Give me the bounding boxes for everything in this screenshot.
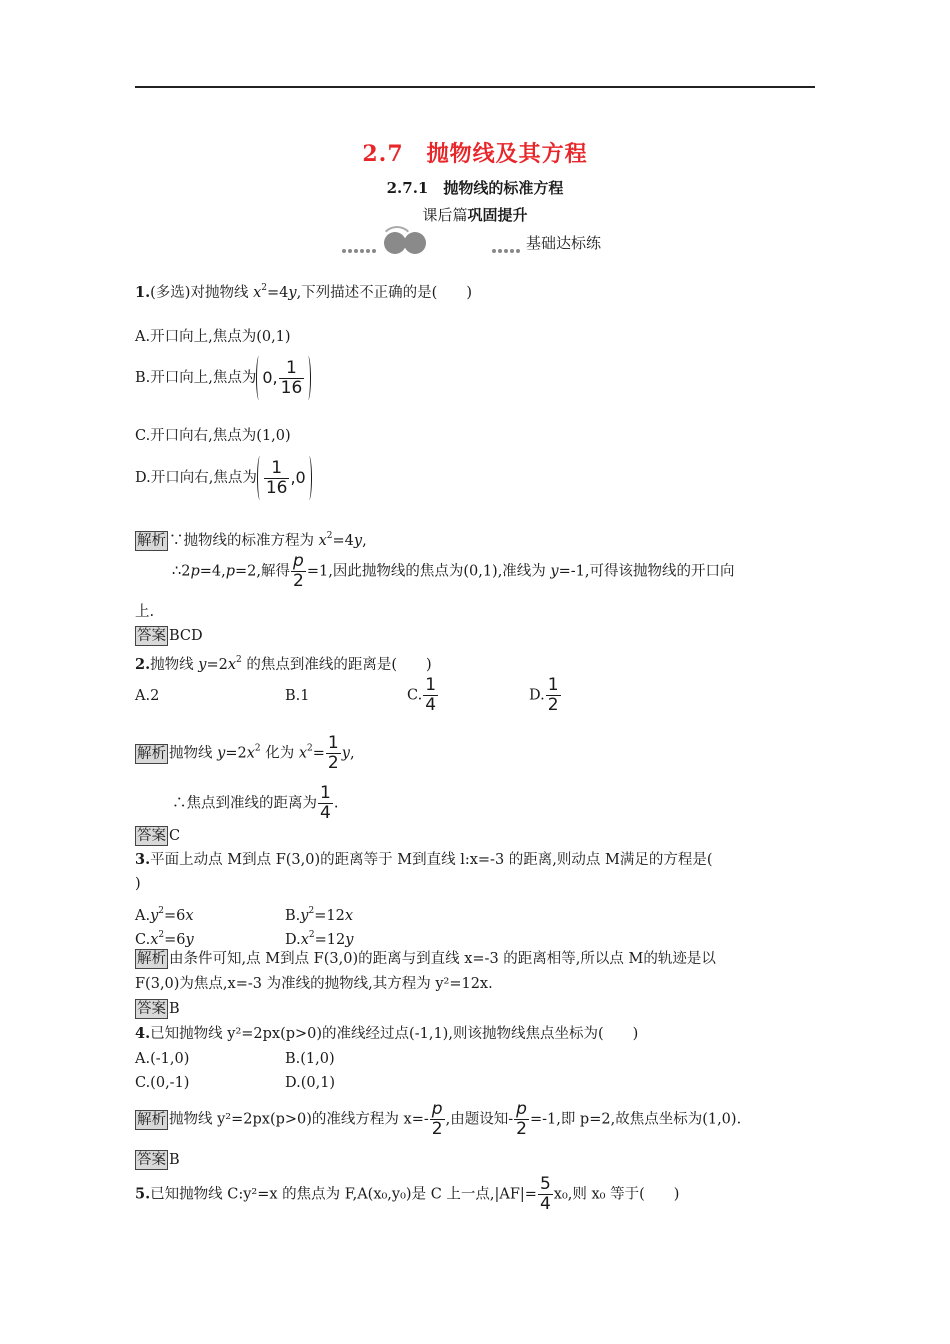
subtitle2-prefix: 课后篇 xyxy=(422,206,468,224)
q1-text-a: (多选)对抛物线 xyxy=(150,285,254,301)
answer-tag: 答案 xyxy=(137,828,166,844)
q3-options-row-2 xyxy=(135,925,353,950)
q1-optD-zero: ,0 xyxy=(290,468,306,487)
q1-analysis-line-1: 解析 ∵抛物线的标准方程为 $x^2=4y$, xyxy=(137,531,367,549)
q4-answer: 答案 B xyxy=(137,1152,180,1168)
page-title: 2.7 抛物线及其方程 xyxy=(362,141,588,167)
q1-option-c: C.开口向右,焦点为(1,0) xyxy=(135,428,291,444)
q2-analysis-line-2: ∴焦点到准线的距离为 $\frac{1}{4}$ . xyxy=(172,783,339,823)
q3-options-row-1 xyxy=(135,901,353,926)
q4-options-row-2 xyxy=(135,1073,335,1093)
q4-option-a: A.(-1,0) xyxy=(135,1051,190,1067)
q2-answer: 答案 C xyxy=(137,828,181,844)
question-2: 2.抛物线 $y=2x^2$ 的焦点到准线的距离是( ) xyxy=(135,655,432,673)
q1-analysis-line-2: ∴2p=4,p=2,解得 $\frac{p}{2}$ =1,因此抛物线的焦点为(0,1),准线为 y=-1,可得该抛物线的开口向 xyxy=(172,551,735,591)
circle-right-icon xyxy=(404,232,426,254)
answer-tag: 答案 xyxy=(137,1152,166,1168)
q3-analysis-line-1: 解析 由条件可知,点 M到点 F(3,0)的距离与到直线 x=-3 的距离相等,所以点 M的轨迹是以 xyxy=(137,951,716,967)
question-1: 1.(多选)对抛物线 $x^2=4y$,下列描述不正确的是( ) xyxy=(135,283,473,301)
analysis-tag: 解析 xyxy=(137,951,166,967)
q1-option-a: A.开口向上,焦点为(0,1) xyxy=(135,329,291,345)
q1-analysis-line-3: 上. xyxy=(135,604,155,620)
answer-tag: 答案 xyxy=(137,628,166,644)
q1-number: 1. xyxy=(135,284,151,301)
q1-option-d xyxy=(135,456,312,500)
q3-option-a: $A.y^2=6x$ xyxy=(135,906,194,924)
analysis-tag: 解析 xyxy=(137,745,166,762)
q2-option-d: D. $\frac{1}{2}$ xyxy=(529,675,559,715)
q3-analysis-line-2: F(3,0)为焦点,x=-3 为准线的抛物线,其方程为 y²=12x. xyxy=(135,976,493,992)
q4-option-b: B.(1,0) xyxy=(285,1051,335,1067)
question-3: 3.平面上动点 M到点 F(3,0)的距离等于 M到直线 l:x=-3 的距离,则动点 M满足的方程是( xyxy=(135,851,713,868)
q1-option-b xyxy=(135,356,311,400)
question-5: 5.已知抛物线 C:y²=x 的焦点为 F,A(x₀,y₀)是 C 上一点,|AF|= $\frac{5}{4}$ x₀,则 x₀ 等于( ) xyxy=(135,1174,680,1214)
dots-left-decoration xyxy=(342,238,378,242)
q3-option-d: $D.x^2=12y$ xyxy=(285,930,354,948)
answer-tag: 答案 xyxy=(137,1001,166,1017)
question-4: 4.已知抛物线 y²=2px(p>0)的准线经过点(-1,1),则该抛物线焦点坐标为( ) xyxy=(135,1025,639,1042)
q1-optB-zero: 0, xyxy=(262,368,278,387)
q3-option-b: $B.y^2=12x$ xyxy=(285,906,353,924)
q4-option-d: D.(0,1) xyxy=(285,1075,336,1091)
analysis-tag: 解析 xyxy=(137,1111,166,1128)
q2-options xyxy=(135,676,562,715)
q2-option-c: C. $\frac{1}{4}$ xyxy=(407,675,437,715)
subtitle2-bold: 巩固提升 xyxy=(467,206,528,224)
question-3-cont: ) xyxy=(135,876,141,892)
fraction-1-16: $\frac{1}{16}$ xyxy=(265,457,288,498)
analysis-tag: 解析 xyxy=(137,533,166,549)
q1-optD-text: D.开口向右,焦点为 xyxy=(135,470,257,486)
q1-text-b: ,下列描述不正确的是( ) xyxy=(296,285,473,301)
q4-option-c: C.(0,-1) xyxy=(135,1075,190,1091)
q2-analysis-line-1: 解析 抛物线 $y=2x^2$ 化为 $x^2=$ $\frac{1}{2}$ y, xyxy=(137,733,355,773)
q3-option-c: $C.x^2=6y$ xyxy=(135,930,194,948)
top-rule xyxy=(135,86,815,88)
fraction-p-2: $\frac{p}{2}$ xyxy=(293,551,304,591)
circle-left-icon xyxy=(384,232,406,254)
q4-analysis: 解析 抛物线 y²=2px(p>0)的准线方程为 x=- $\frac{p}{2}$ ,由题设知- $\frac{p}{2}$ =-1,即 p=2,故焦点坐标为(1,0). xyxy=(137,1099,742,1139)
level-banner xyxy=(340,226,640,254)
banner-label: 基础达标练 xyxy=(526,234,602,252)
q4-options-row-1 xyxy=(135,1049,335,1069)
q1-answer: 答案 BCD xyxy=(137,628,203,644)
dots-right-decoration xyxy=(492,238,522,242)
section-subtitle: 2.7.1 抛物线的标准方程 xyxy=(386,179,564,197)
fraction-1-16: $\frac{1}{16}$ xyxy=(280,357,303,398)
q1-optB-text: B.开口向上,焦点为 xyxy=(135,370,257,386)
q2-option-b: B.1 xyxy=(285,687,310,704)
section-subtitle-2 xyxy=(0,204,950,225)
q3-answer: 答案 B xyxy=(137,1001,180,1017)
q2-option-a: A.2 xyxy=(135,687,160,704)
